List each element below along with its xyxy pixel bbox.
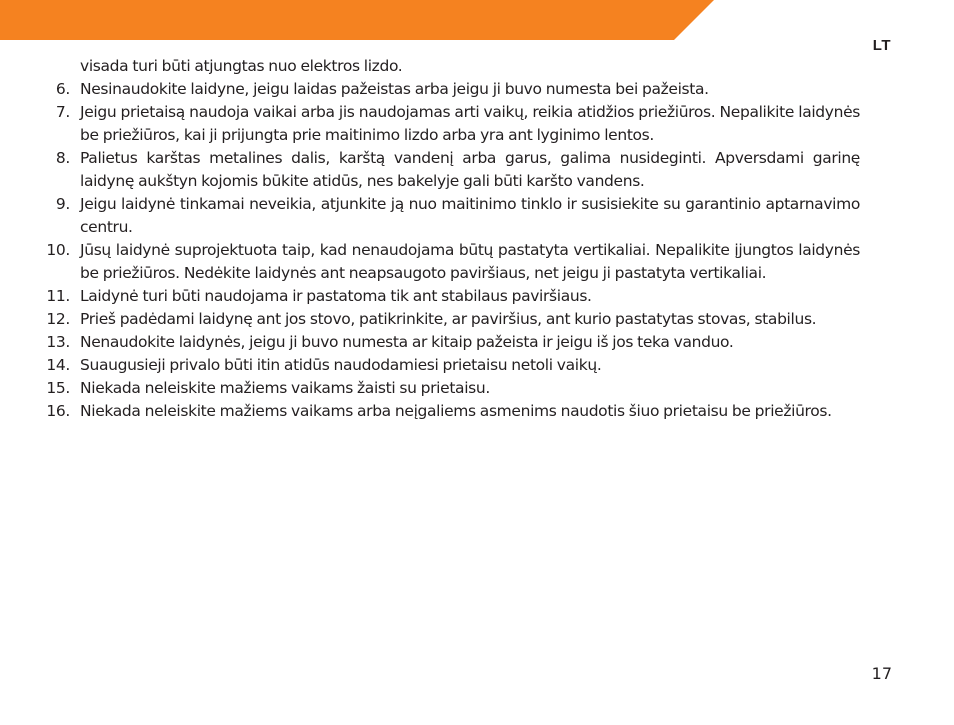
item-text: Nesinaudokite laidyne, jeigu laidas pažeistas arba jeigu ji buvo numesta bei pažeista.: [80, 80, 709, 98]
item-text: Prieš padėdami laidynę ant jos stovo, patikrinkite, ar paviršius, ant kurio pastatytas stovas, stabilus.: [80, 310, 817, 328]
list-item: [44, 147, 860, 193]
list-item: [44, 331, 860, 354]
item-number: 11.: [46, 287, 70, 305]
item-number: 12.: [46, 310, 70, 328]
page-number: 17: [871, 664, 892, 683]
list-item: [44, 239, 860, 285]
list-item: [44, 354, 860, 377]
item-number: 16.: [46, 402, 70, 420]
list-item: [44, 285, 860, 308]
item-text: Jeigu prietaisą naudoja vaikai arba jis naudojamas arti vaikų, reikia atidžios priežiūros. Nepalikite laidynės be priežiūros, kai ji prijungta prie maitinimo lizdo arba yra ant lyginimo lentos.: [80, 103, 860, 144]
item-number: 13.: [46, 333, 70, 351]
list-item: [44, 308, 860, 331]
language-label: LT: [872, 37, 891, 54]
item-text: Jeigu laidynė tinkamai neveikia, atjunkite ją nuo maitinimo tinklo ir susisiekite su garantinio aptarnavimo centru.: [80, 195, 860, 236]
instruction-list: [44, 78, 860, 423]
list-item: [44, 78, 860, 101]
item-text: Suaugusieji privalo būti itin atidūs naudodamiesi prietaisu netoli vaikų.: [80, 356, 602, 374]
item-number: 8.: [55, 149, 70, 167]
item-text: Nenaudokite laidynės, jeigu ji buvo numesta ar kitaip pažeista ir jeigu iš jos teka vanduo.: [80, 333, 734, 351]
list-item: [44, 193, 860, 239]
item-number: 6.: [55, 80, 70, 98]
item-number: 10.: [46, 241, 70, 259]
header-accent-band: [0, 0, 954, 40]
item-number: 14.: [46, 356, 70, 374]
item-text: Jūsų laidynė suprojektuota taip, kad nenaudojama būtų pastatyta vertikaliai. Nepalikite įjungtos laidynės be priežiūros. Nedėkite laidynės ant neapsaugoto paviršiaus, net jeigu ji pastatyta vertikaliai.: [80, 241, 860, 282]
item-text: Niekada neleiskite mažiems vaikams arba neįgaliems asmenims naudotis šiuo prietaisu be priežiūros.: [80, 402, 832, 420]
list-item: [44, 101, 860, 147]
item-text: Niekada neleiskite mažiems vaikams žaisti su prietaisu.: [80, 379, 490, 397]
item-text: Laidynė turi būti naudojama ir pastatoma tik ant stabilaus paviršiaus.: [80, 287, 592, 305]
item-number: 9.: [55, 195, 70, 213]
intro-text: visada turi būti atjungtas nuo elektros lizdo.: [80, 57, 403, 75]
item-text: Palietus karštas metalines dalis, karštą vandenį arba garus, galima nusideginti. Apversdami garinę laidynę aukštyn kojomis būkite atidūs, nes bakelyje gali būti karšto vandens.: [80, 149, 860, 190]
list-item: [44, 377, 860, 400]
list-item: [44, 400, 860, 423]
item-number: 7.: [55, 103, 70, 121]
item-number: 15.: [46, 379, 70, 397]
safety-instructions: [44, 55, 860, 423]
